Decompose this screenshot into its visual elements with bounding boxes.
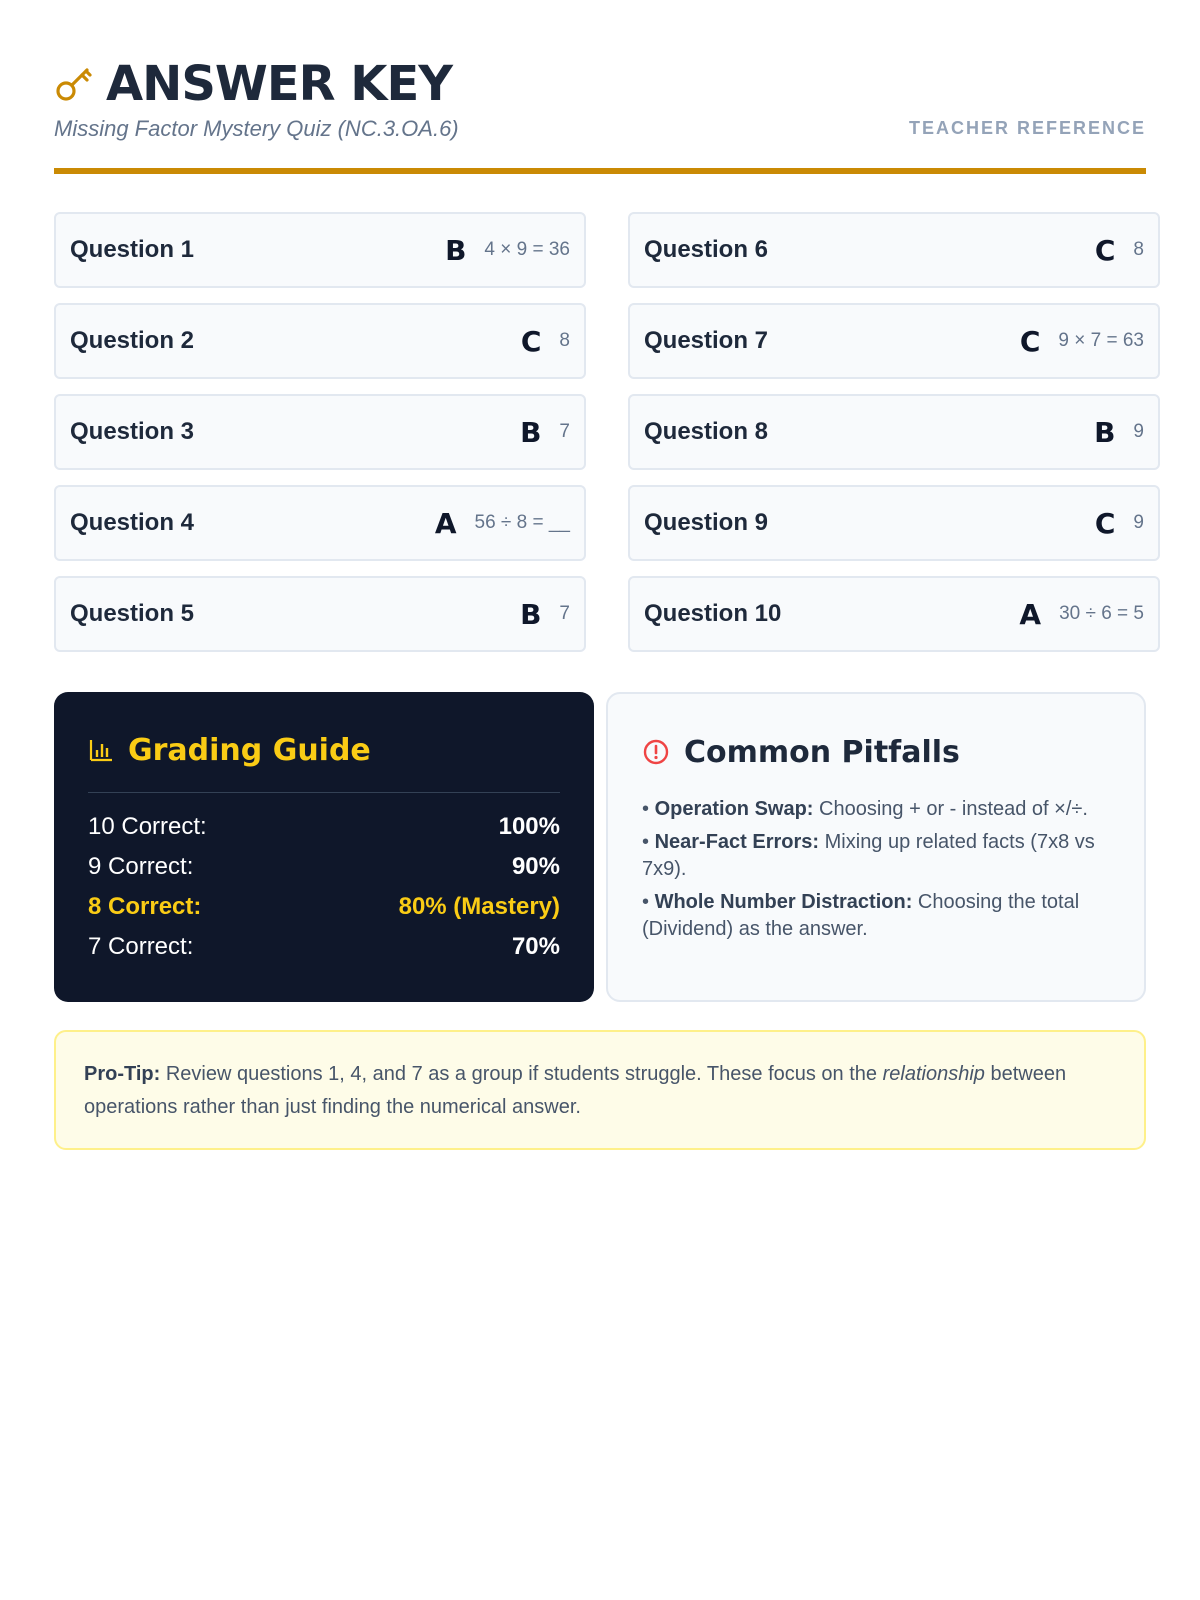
answer-card-question-9	[628, 485, 1160, 561]
teacher-reference-tag: TEACHER REFERENCE	[908, 118, 1146, 138]
grading-title-row	[88, 730, 560, 770]
answer-note: 8	[559, 330, 570, 351]
pro-tip-label: Pro-Tip:	[84, 1063, 161, 1085]
answer-note: 56 ÷ 8 = __	[474, 512, 570, 533]
common-pitfalls-box	[606, 692, 1146, 1002]
pro-tip-text-before: Review questions 1, 4, and 7 as a group if students struggle. These focus on the	[165, 1063, 878, 1085]
answer-card-question-10	[628, 576, 1160, 652]
question-label: Question 9	[644, 509, 769, 536]
answer-letter: B	[1094, 415, 1116, 449]
answer-letter: B	[520, 597, 542, 631]
pro-tip-emphasis: relationship	[882, 1063, 985, 1085]
pitfall-term: Operation Swap:	[654, 798, 814, 820]
question-label: Question 5	[70, 600, 195, 627]
pitfall-text: Mixing up related facts (7x8 vs 7x9).	[642, 831, 1095, 880]
answer-card-question-6	[628, 212, 1160, 288]
answer-card-question-1	[54, 212, 586, 288]
pitfall-text: Choosing the total (Dividend) as the answer.	[642, 891, 1080, 940]
grading-divider	[88, 792, 560, 793]
alert-circle-icon	[642, 738, 670, 766]
answer-grid	[54, 212, 1146, 652]
answer-letter: B	[520, 415, 542, 449]
question-label: Question 1	[70, 236, 195, 263]
pro-tip-box	[54, 1030, 1146, 1150]
answer-card-question-8	[628, 394, 1160, 470]
answer-card-question-3	[54, 394, 586, 470]
common-pitfalls-title: Common Pitfalls	[684, 734, 960, 770]
answer-note: 4 × 9 = 36	[484, 239, 570, 260]
answer-letter: C	[520, 324, 542, 358]
grade-row	[88, 807, 560, 847]
grading-guide-title: Grading Guide	[128, 732, 371, 768]
pitfall-item: • Near-Fact Errors: Mixing up related facts (7x8 vs 7x9).	[642, 831, 1095, 880]
grade-value: 70%	[511, 933, 560, 960]
grading-guide-box	[54, 692, 594, 1002]
answer-letter: C	[1094, 233, 1116, 267]
answer-note: 9 × 7 = 63	[1058, 330, 1144, 351]
grade-label: 9 Correct:	[88, 853, 194, 880]
answer-note: 8	[1133, 239, 1144, 260]
answer-note: 30 ÷ 6 = 5	[1059, 603, 1144, 624]
middle-section	[54, 692, 1146, 1002]
pitfall-text: Choosing + or - instead of ×/÷.	[819, 798, 1088, 820]
page-title: ANSWER KEY	[106, 56, 453, 112]
answer-note: 9	[1133, 512, 1144, 533]
grade-row	[88, 847, 560, 887]
question-label: Question 3	[70, 418, 195, 445]
header	[54, 0, 1146, 174]
title-row	[54, 54, 1146, 114]
grade-row-mastery	[88, 887, 560, 927]
grade-row	[88, 927, 560, 967]
question-label: Question 7	[644, 327, 769, 354]
answer-letter: C	[1019, 324, 1041, 358]
answer-note: 9	[1133, 421, 1144, 442]
pitfalls-title-row	[642, 732, 1110, 772]
answer-card-question-5	[54, 576, 586, 652]
answer-letter: C	[1094, 506, 1116, 540]
answer-card-question-7	[628, 303, 1160, 379]
answer-letter: A	[1019, 597, 1042, 631]
grade-label: 7 Correct:	[88, 933, 194, 960]
answer-note: 7	[559, 603, 570, 624]
question-label: Question 4	[70, 509, 195, 536]
pitfall-item: • Operation Swap: Choosing + or - instead of ×/÷.	[642, 798, 1088, 820]
pitfall-item: • Whole Number Distraction: Choosing the total (Dividend) as the answer.	[642, 891, 1080, 940]
pitfall-term: Whole Number Distraction:	[654, 891, 913, 913]
answer-letter: A	[434, 506, 457, 540]
bar-chart-icon	[88, 737, 114, 763]
answer-card-question-2	[54, 303, 586, 379]
answer-letter: B	[445, 233, 467, 267]
page-subtitle: Missing Factor Mystery Quiz (NC.3.OA.6)	[54, 116, 459, 141]
question-label: Question 6	[644, 236, 769, 263]
grade-value: 90%	[511, 853, 560, 880]
grade-label: 10 Correct:	[88, 813, 207, 840]
question-label: Question 2	[70, 327, 195, 354]
pitfall-term: Near-Fact Errors:	[654, 831, 820, 853]
key-icon	[54, 64, 94, 104]
grade-value: 80% (Mastery)	[398, 893, 560, 920]
answer-card-question-4	[54, 485, 586, 561]
pro-tip-text-after: between operations rather than just finding the numerical answer.	[84, 1063, 1067, 1118]
grade-label: 8 Correct:	[88, 893, 202, 920]
grade-value: 100%	[498, 813, 560, 840]
pitfall-list	[642, 796, 1110, 943]
answer-note: 7	[559, 421, 570, 442]
question-label: Question 10	[644, 600, 782, 627]
question-label: Question 8	[644, 418, 769, 445]
